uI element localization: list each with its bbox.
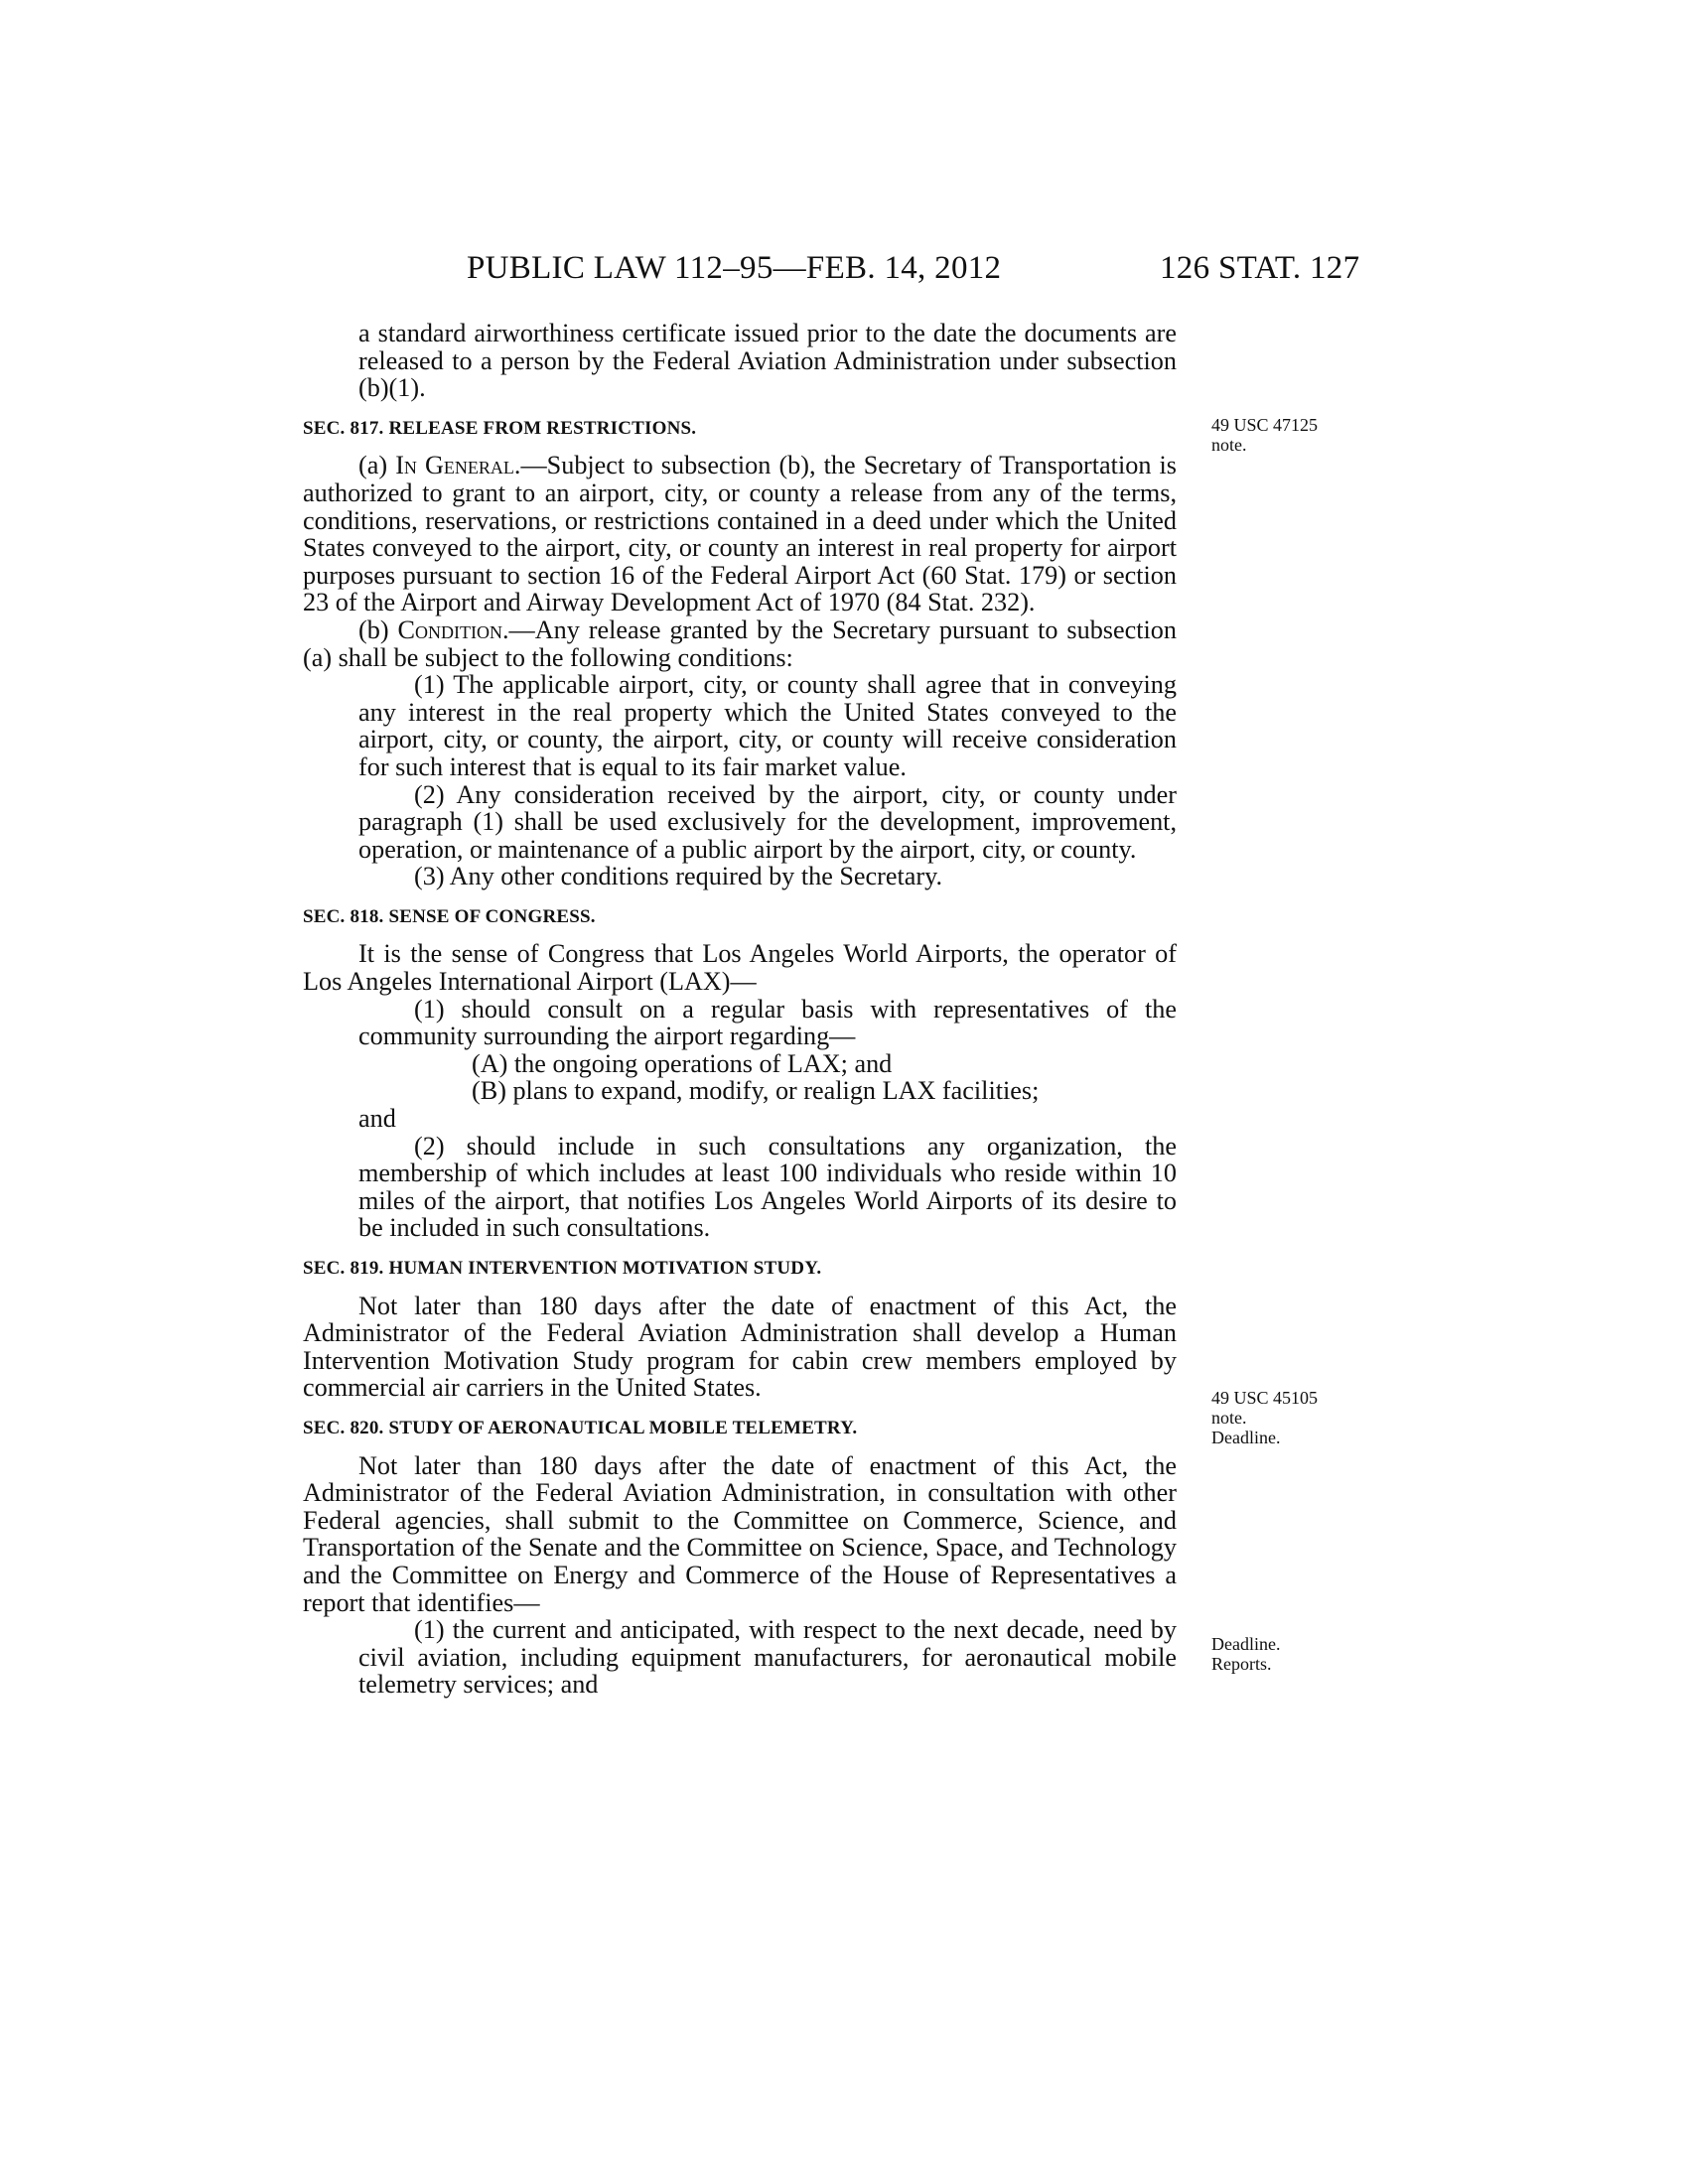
sec818-subparagraph-a: (A) the ongoing operations of LAX; and [472,1048,893,1078]
sec817-a-label: In General [395,451,514,480]
sec818-subparagraph-b: (B) plans to expand, modify, or realign LAX facilities; [472,1076,1040,1106]
sec817-condition-2: (2) Any consideration received by the airport, city, or county under paragraph (1) shall be used exclusively for the development, improvement, operation, or maintenance of a public airport by the airport, city, or county. [358,779,1177,864]
section-heading-817: SEC. 817. RELEASE FROM RESTRICTIONS. [303,417,697,439]
sec818-paragraph-1: (1) should consult on a regular basis with representatives of the community surrounding the airport regarding— [358,994,1177,1051]
sec817-condition-3: (3) Any other conditions required by the Secretary. [414,862,943,891]
sec818-paragraph-2: (2) should include in such consultations any organization, the membership of which includes at least 100 individuals who reside within 10 miles of the airport, that notifies Los Angeles World Airports of its desire to be included in such consultations. [358,1131,1177,1243]
page-header-title: PUBLIC LAW 112–95—FEB. 14, 2012 [467,250,1002,286]
section-heading-820: SEC. 820. STUDY OF AERONAUTICAL MOBILE TELEMETRY. [303,1417,858,1438]
sec817-condition-1: (1) The applicable airport, city, or county shall agree that in conveying any interest in the real property which the United States conveyed to the airport, city, or county, the airport, city, or county will receive consideration for such interest that is equal to its fair market value. [358,670,1177,781]
sec820-text: Not later than 180 days after the date of enactment of this Act, the Administrator of the Federal Aviation Administration, in consultation with other Federal agencies, shall submit to the Committee on Commerce, Science, and Transportation of the Senate and the Committee on Science, Space, and Technology and the Committee on Energy and Commerce of the House of Representatives a report that identifies— [303,1450,1177,1617]
section-heading-819: SEC. 819. HUMAN INTERVENTION MOTIVATION STUDY. [303,1258,822,1279]
sec818-lead: It is the sense of Congress that Los Angeles World Airports, the operator of Los Angeles International Airport (LAX)— [303,939,1177,997]
sec817-b-label: Condition [397,614,502,644]
margin-note-819: 49 USC 45105 note. Deadline. [1211,1388,1319,1447]
sec819-text: Not later than 180 days after the date of enactment of this Act, the Administrator of the Federal Aviation Administration shall develop a Human Intervention Motivation Study program for cabin crew members employed by commercial air carriers in the United States. [303,1291,1177,1403]
margin-note-820: Deadline. Reports. [1211,1634,1281,1674]
margin-note-817: 49 USC 47125 note. [1211,415,1319,455]
body-text [303,320,1177,1699]
sec817-subsection-b: (b) Condition.—Any release granted by the Secretary pursuant to subsection (a) shall be subject to the following conditions: [303,614,1177,672]
sec818-and: and [358,1104,396,1134]
carryover-paragraph: a standard airworthiness certificate issued prior to the date the documents are released to a person by the Federal Aviation Administration under subsection (b)(1). [358,319,1177,403]
sec817-subsection-a: (a) In General.—Subject to subsection (b), the Secretary of Transportation is authorized to grant to an airport, city, or county a release from any of the terms, conditions, reservations, or restrictions contained in a deed under which the United States conveyed to the airport, city, or county an interest in real property for airport purposes pursuant to section 16 of the Federal Airport Act (60 Stat. 179) or section 23 of the Airport and Airway Development Act of 1970 (84 Stat. 232). [303,451,1177,617]
sec820-paragraph-1: (1) the current and anticipated, with respect to the next decade, need by civil aviation, including equipment manufacturers, for aeronautical mobile telemetry services; and [358,1615,1177,1700]
page-header-stat: 126 STAT. 127 [1160,250,1360,286]
section-heading-818: SEC. 818. SENSE OF CONGRESS. [303,905,596,927]
